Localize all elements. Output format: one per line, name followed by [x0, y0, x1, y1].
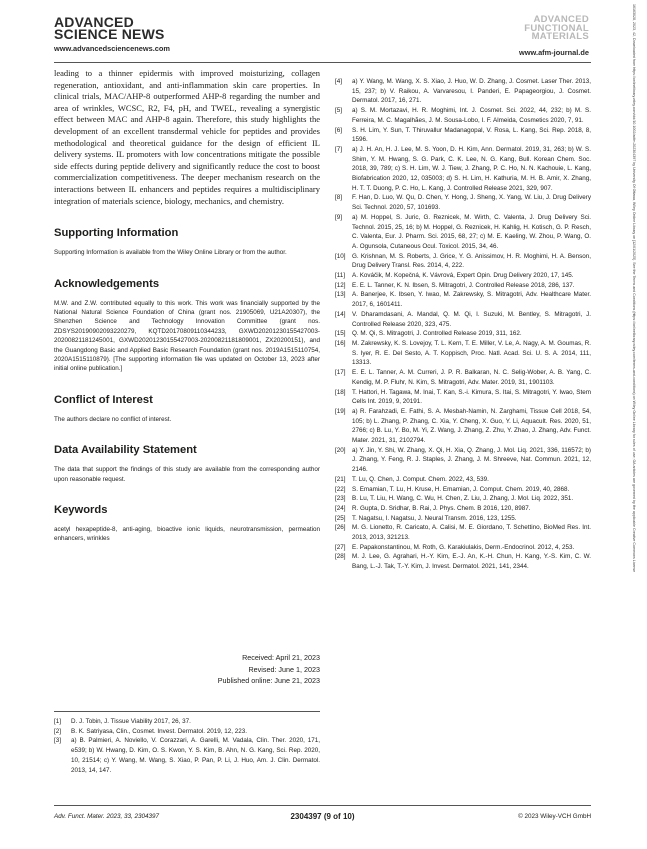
- brand-line-1: ADVANCED: [54, 14, 134, 30]
- reference-text[interactable]: a) Y. Jin, Y. Shi, W. Zhang, X. Qi, H. Xia, Q. Zhang, J. Mol. Liq. 2021, 336, 116572; b) J. Zhang, Y. Feng, R. J. Staples, J. Zhang, J. M. Shreeve, Nat. Commun. 2021, 12, 2146.: [352, 446, 591, 474]
- references-rule: [54, 711, 320, 712]
- reference-number: [15]: [335, 330, 346, 338]
- journal-line-1: ADVANCED: [533, 14, 589, 25]
- references-right: [335, 77, 591, 572]
- reference-item: [335, 446, 591, 475]
- reference-number: [21]: [335, 475, 346, 483]
- reference-text[interactable]: R. Gupta, D. Sridhar, B. Rai, J. Phys. Chem. B 2016, 120, 8987.: [352, 504, 531, 512]
- reference-number: [18]: [335, 388, 346, 396]
- reference-item: [335, 475, 591, 485]
- reference-number: [2]: [54, 727, 62, 735]
- data-availability-heading: Data Availability Statement: [54, 444, 197, 457]
- reference-text[interactable]: a) M. Hoppel, S. Juric, G. Reznicek, M. Wirth, C. Valenta, J. Drug Delivery Sci. Technol. 2015, 25, 16; b) M. Hoppel, G. Reznicek, H. Kahlig, H. Kotisch, G. P. Resch, C. Valenta, Eur. J. Pharm. Sci. 2015, 68, 27; c) M. E. Kaeling, W. Zhou, P. Wang, O. A. Ogunsola, Cutaneous Ocul. Toxicol. 2015, 34, 46.: [352, 213, 591, 250]
- reference-item: [335, 494, 591, 504]
- reference-item: [54, 736, 320, 775]
- reference-number: [9]: [335, 213, 343, 221]
- reference-item: [335, 77, 591, 106]
- supporting-heading: Supporting Information: [54, 227, 179, 240]
- site-url-left[interactable]: www.advancedsciencenews.com: [54, 44, 170, 53]
- reference-number: [28]: [335, 553, 346, 561]
- keywords-heading: Keywords: [54, 504, 108, 516]
- article-dates: [218, 652, 320, 687]
- reference-item: [335, 523, 591, 542]
- revised-date: Revised: June 1, 2023: [248, 664, 320, 674]
- reference-item: [335, 329, 591, 339]
- reference-number: [19]: [335, 407, 346, 415]
- journal-line-3: MATERIALS: [531, 31, 589, 42]
- reference-text[interactable]: M. G. Lionetto, R. Caricato, A. Calisi, M. E. Giordano, T. Schettino, BioMed Res. Int. 2013, 2013, 321213.: [352, 524, 591, 542]
- reference-item: [335, 368, 591, 387]
- intro-paragraph: leading to a thinner epidermis with improved moisturizing, collagen regeneration, antioxidant, and anti-inflammation skin care properties. In clinical trials, MAC/AHP-8 outperformed AHP-8 regarding the number and area of wrinkles, WCSC, R2, F4, pH, and TWEL, revealing a synergistic effect between MAC and AHP-8 again. Therefore, this study highlights the development of an excellent transdermal vehicle for peptides and provides methodological and theoretical guidance for the design of efficient IL delivery systems. IL promoters with low concentrations mitigate the possible side effects during peptide delivery and significantly reduce the cost to boost commercialization competitiveness. The deeper mechanism research on the interactions between IL enhancers and peptides requires a multidisciplinary integration of materials science, biology, mechanics, and chemistry.: [54, 68, 320, 206]
- reference-number: [13]: [335, 291, 346, 299]
- reference-item: [54, 727, 320, 737]
- reference-number: [1]: [54, 718, 62, 725]
- reference-text[interactable]: M. J. Lee, G. Agrahari, H.-Y. Kim, E.-J. An, K.-H. Chun, H. Kang, Y.-S. Kim, C. W. Bang, L.-J. Tak, T.-Y. Kim, J. Invest. Dermatol. 2021, 141, 2344.: [352, 553, 591, 571]
- reference-text[interactable]: B. Lu, T. Liu, H. Wang, C. Wu, H. Chen, Z. Liu, J. Zhang, J. Mol. Liq. 2022, 351.: [352, 495, 574, 503]
- supporting-text: Supporting Information is available from the Wiley Online Library or from the author.: [54, 249, 287, 257]
- reference-number: [4]: [335, 78, 343, 85]
- reference-text[interactable]: T. Lu, Q. Chen, J. Comput. Chem. 2022, 43, 539.: [352, 475, 489, 483]
- reference-text[interactable]: a) Y. Wang, M. Wang, X. S. Xiao, J. Huo, W. D. Zhang, J. Cosmet. Laser Ther. 2013, 15, 237; b) V. Raikou, A. Varvaresou, I. Panderi, E. Papageorgiou, J. Cosmet. Dermatol. 2017, 16, 271.: [352, 78, 591, 105]
- reference-text[interactable]: a) B. Palmieri, A. Noviello, V. Corazzari, A. Garelli, M. Vadala, Clin. Ther. 2020, 171, e539; b) W. Hwang, D. Kim, O. S. Kwon, Y. S. Kim, B. Ahn, N. G. Kang, Sci. Rep. 2020, 10, 21514; c) Y. Wang, M. Wang, S. Xiao, P. Pan, P. Li, J. Huo, Am. J. Clin. Dermatol. 2013, 14, 147.: [71, 737, 320, 774]
- reference-number: [26]: [335, 524, 346, 532]
- reference-number: [17]: [335, 369, 346, 377]
- journal-brand: [54, 16, 170, 53]
- reference-text[interactable]: G. Krishnan, M. S. Roberts, J. Grice, Y. G. Anissimov, H. R. Moghimi, H. A. Benson, Drug Delivery Transl. Res. 2014, 4, 222.: [352, 252, 591, 270]
- reference-item: [335, 388, 591, 407]
- reference-item: [335, 145, 591, 194]
- reference-number: [23]: [335, 495, 346, 503]
- reference-number: [11]: [335, 272, 346, 280]
- reference-text[interactable]: E. E. L. Tanner, A. M. Curreri, J. P. R. Balkaran, N. C. Selig-Wober, A. B. Yang, C. Kendig, M. P. Fluhr, N. Kim, S. Mitragotri, Adv. Mater. 2019, 31, 1901103.: [352, 369, 591, 386]
- reference-text[interactable]: M. Zakrewsky, K. S. Lovejoy, T. L. Kern, T. E. Miller, V. Le, A. Nagy, A. M. Goumas, R. S. Iyer, R. E. Del Sesto, A. T. Koppisch, Proc. Natl. Acad. Sci. U. S. A. 2014, 111, 13313.: [352, 339, 591, 367]
- footer-copyright: © 2023 Wiley-VCH GmbH: [518, 813, 591, 820]
- reference-item: [335, 281, 591, 291]
- reference-number: [16]: [335, 339, 346, 347]
- reference-text[interactable]: V. Dharamdasani, A. Mandal, Q. M. Qi, I. Suzuki, M. Bentley, S. Mitragotri, J. Controlled Release 2020, 323, 475.: [352, 310, 591, 328]
- reference-text[interactable]: T. Hattori, H. Tagawa, M. Inai, T. Kan, S.-i. Kimura, S. Itai, S. Mitragotri, Y. Iwao, Stem Cells Int. 2019, 9, 20191.: [352, 388, 591, 406]
- reference-number: [22]: [335, 485, 346, 493]
- reference-text[interactable]: S. H. Lim, Y. Sun, T. Thiruvallur Madanagopal, V. Rosa, L. Kang, Sci. Rep. 2018, 8, 1596.: [352, 126, 591, 144]
- reference-item: [54, 717, 320, 727]
- brand-line-2: SCIENCE NEWS: [54, 26, 165, 42]
- data-availability-text: The data that support the findings of this study are available from the corresponding author upon reasonable request.: [54, 466, 320, 483]
- reference-text[interactable]: A. Banerjee, K. Ibsen, Y. Iwao, M. Zakrewsky, S. Mitragotri, Adv. Healthcare Mater. 2017, 6, 1601411.: [352, 291, 591, 309]
- download-side-text: 16163028, 2023, 42, Downloaded from https://onlinelibrary.wiley.com/doi/10.1002/adfm.202304397 by University Of Ottawa, Wiley Online Library on [12/01/2025]. See the Terms and Conditions (https://onlinelibrary.wiley.com/terms-and-conditions) on Wiley Online Library for rules of use; OA articles are governed by the applicable Creative Commons License: [632, 4, 636, 573]
- references-left: [54, 717, 320, 775]
- reference-number: [27]: [335, 543, 346, 551]
- reference-item: [335, 543, 591, 553]
- download-side-note: [632, 4, 641, 844]
- conflict-text: The authors declare no conflict of interest.: [54, 415, 172, 423]
- reference-text[interactable]: E. E. L. Tanner, K. N. Ibsen, S. Mitragotri, J. Controlled Release 2018, 286, 137.: [352, 281, 575, 289]
- reference-text[interactable]: a) S. M. Mortazavi, H. R. Moghimi, Int. J. Cosmet. Sci. 2022, 44, 232; b) M. S. Ferreira, M. C. Magalhães, J. M. Sousa-Lobo, I. F. Almeida, Cosmetics 2020, 7, 91.: [352, 107, 591, 124]
- reference-item: [335, 290, 591, 309]
- reference-item: [335, 552, 591, 571]
- footer-page-number: 2304397 (9 of 10): [290, 812, 355, 821]
- reference-number: [5]: [335, 107, 343, 115]
- reference-number: [10]: [335, 252, 346, 260]
- conflict-heading: Conflict of Interest: [54, 393, 153, 406]
- keywords-text: acetyl hexapeptide-8, anti-aging, bioactive ionic liquids, neurotransmission, permeation enhancers, wrinkles: [54, 526, 320, 543]
- journal-line-2: FUNCTIONAL: [524, 22, 589, 34]
- reference-number: [6]: [335, 126, 343, 134]
- reference-text[interactable]: S. Emamian, T. Lu, H. Kruse, H. Emamian, J. Comput. Chem. 2019, 40, 2868.: [352, 485, 570, 493]
- reference-item: [335, 339, 591, 368]
- reference-text[interactable]: T. Nagatsu, I. Nagatsu, J. Neural Transm. 2016, 123, 1255.: [352, 514, 517, 522]
- reference-item: [335, 485, 591, 495]
- reference-text[interactable]: F. Han, D. Luo, W. Qu, D. Chen, Y. Hong, J. Sheng, X. Yang, W. Liu, J. Drug Delivery Sci. Technol. 2020, 57, 101693.: [352, 194, 591, 212]
- reference-item: [335, 504, 591, 514]
- reference-text[interactable]: E. Papakonstantinou, M. Roth, G. Karakiulakis, Derm.-Endocrinol. 2012, 4, 253.: [352, 543, 575, 551]
- left-column: [54, 68, 320, 544]
- acknowledgements-text: M.W. and Z.W. contributed equally to this work. This work was financially supported by the National Natural Science Foundation of China (grant nos. 21905069, U21A20307), the Shenzhen Science and Technology Innovation Committee (grant nos. ZDSYS20190902093220279, KQTD20170809110344233, GXWD20201230155427003-20200821181245001, GXWD20201230155427003-20200821181809001, ZX20200151), and the Guangdong Basic and Applied Basic Research Foundation (grant nos. 2019A1515110754, 2020A1515110879). [The supporting information file was updated on October 13, 2023 after initial online publication.]: [54, 299, 320, 373]
- reference-item: [335, 126, 591, 145]
- received-date: Received: April 21, 2023: [242, 653, 320, 662]
- reference-text[interactable]: a) R. Farahzadi, E. Fathi, S. A. Mesbah-Namin, N. Zarghami, Tissue Cell 2018, 54, 105; b) L. Zhang, P. Zhang, C. Xia, Y. Cheng, X. Guo, Y. Li, Aquacult. Res. 2020, 51, 2766; c) B. Lu, Y. Bo, M. Yi, Z. Wang, J. Zhang, Z. Zhu, Y. Zhao, J. Zhang, Adv. Funct. Mater. 2021, 31, 2102794.: [352, 407, 591, 445]
- reference-number: [3]: [54, 737, 62, 745]
- reference-item: [335, 514, 591, 524]
- site-url-right[interactable]: www.afm-journal.de: [519, 47, 589, 57]
- reference-item: [335, 407, 591, 446]
- reference-number: [7]: [335, 145, 343, 153]
- header-rule: [54, 62, 591, 63]
- journal-logo: [519, 16, 589, 57]
- reference-item: [335, 271, 591, 281]
- reference-item: [335, 310, 591, 329]
- reference-text[interactable]: A. Kováčik, M. Kopečná, K. Vávrová, Expert Opin. Drug Delivery 2020, 17, 145.: [352, 272, 574, 280]
- published-date: Published online: June 21, 2023: [217, 676, 320, 686]
- reference-number: [8]: [335, 194, 343, 202]
- reference-text[interactable]: a) J. H. An, H. J. Lee, M. S. Yoon, D. H. Kim, Ann. Dermatol. 2019, 31, 263; b) W. S. Shim, Y. M. Hwang, S. G. Park, C. K. Lee, N. G. Kang, Bull. Korean Chem. Soc. 2018, 39, 789; c) S. H. Lim, W. J. Tiew, J. Zhang, P. C. Ho, N. N. Kachouie, L. Kang, Biofabrication 2020, 12, 035003; d) S. H. Lim, H. Kathuria, M. H. B. Amir, X. Zhang, H. T. T. Duong, P. C. Ho, L. Kang, J. Controlled Release 2021, 329, 907.: [352, 145, 591, 192]
- reference-number: [24]: [335, 504, 346, 512]
- reference-item: [335, 106, 591, 125]
- reference-number: [25]: [335, 514, 346, 522]
- acknowledgements-heading: Acknowledgements: [54, 277, 160, 290]
- reference-text[interactable]: B. K. Satriyasa, Clin., Cosmet. Invest. Dermatol. 2019, 12, 223.: [71, 727, 248, 735]
- reference-item: [335, 252, 591, 271]
- reference-number: [20]: [335, 446, 346, 454]
- reference-item: [335, 193, 591, 212]
- footer-rule: [54, 805, 591, 806]
- reference-text[interactable]: Q. M. Qi, S. Mitragotri, J. Controlled Release 2019, 311, 162.: [352, 330, 522, 338]
- reference-number: [12]: [335, 281, 346, 289]
- reference-text[interactable]: D. J. Tobin, J. Tissue Viability 2017, 26, 37.: [71, 718, 191, 725]
- reference-item: [335, 213, 591, 252]
- footer-citation: Adv. Funct. Mater. 2023, 33, 2304397: [54, 813, 160, 820]
- reference-number: [14]: [335, 310, 346, 318]
